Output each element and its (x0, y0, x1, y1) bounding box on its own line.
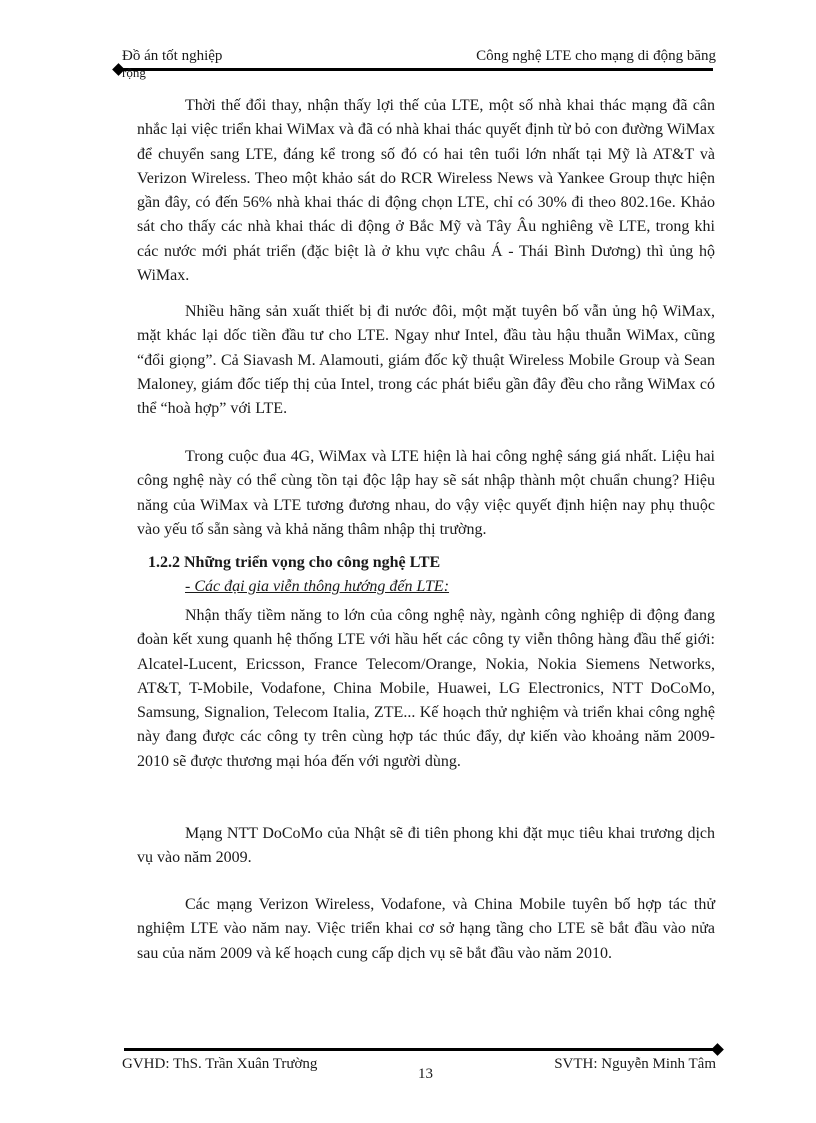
page-number: 13 (418, 1066, 433, 1082)
paragraph-4: Nhận thấy tiềm năng to lớn của công nghệ này, ngành công nghiệp di động đang đoàn kết xung quanh hệ thống LTE với hầu hết các công ty viễn thông hàng đầu thế giới: Alcatel-Lucent, Ericsson, France Telecom/Orange, Nokia, Nokia Siemens Networks, AT&T, T-Mobile, Vodafone, China Mobile, Huawei, LG Electronics, NTT DoCoMo, Samsung, Signalion, Telecom Italia, ZTE... Kế hoạch thử nghiệm và triển khai công nghệ này đang được các công ty trên cùng hợp tác thúc đẩy, dự kiến vào khoảng năm 2009-2010 sẽ được thương mại hóa đến với người dùng. (137, 607, 715, 770)
section-heading: 1.2.2 Những triển vọng cho công nghệ LTE (148, 554, 441, 571)
footer-supervisor: GVHD: ThS. Trần Xuân Trường (122, 1056, 318, 1072)
paragraph-2: Nhiều hãng sản xuất thiết bị đi nước đôi, một mặt tuyên bố vẫn ủng hộ WiMax, mặt khác lại dốc tiền đầu tư cho LTE. Ngay như Intel, đầu tàu hậu thuẫn WiMax, cũng “đổi giọng”. Cả Siavash M. Alamouti, giám đốc kỹ thuật Wireless Mobile Group và Sean Maloney, giám đốc tiếp thị của Intel, trong các phát biểu gần đây đều cho rằng WiMax có thể “hoà hợp” với LTE. (137, 303, 715, 418)
footer-student: SVTH: Nguyễn Minh Tâm (554, 1056, 716, 1072)
footer-diamond-ornament (711, 1043, 724, 1056)
header-doc-title: Đồ án tốt nghiệp (122, 48, 223, 64)
header-rule (118, 68, 713, 71)
paragraph-6: Các mạng Verizon Wireless, Vodafone, và China Mobile tuyên bố hợp tác thử nghiệm LTE vào năm nay. Việc triển khai cơ sở hạng tầng cho LTE sẽ bắt đầu vào nửa sau của năm 2009 và kế hoạch cung cấp dịch vụ sẽ bắt đầu vào năm 2010. (137, 896, 715, 962)
paragraph-1: Thời thế đổi thay, nhận thấy lợi thế của LTE, một số nhà khai thác mạng đã cân nhắc lại việc triển khai WiMax và đã có nhà khai thác quyết định từ bỏ con đường WiMax để chuyển sang LTE, đáng kể trong số đó có hai tên tuổi lớn nhất tại Mỹ là AT&T và Verizon Wireless. Theo một khảo sát do RCR Wireless News và Yankee Group thực hiện gần đây, có đến 56% nhà khai thác di động chọn LTE, chỉ có 30% đi theo 802.16e. Khảo sát cho thấy các nhà khai thác di động ở Bắc Mỹ và Tây Âu nghiêng về LTE, trong khi các nước mới phát triển (đặc biệt là ở khu vực châu Á - Thái Bình Dương) thì ủng hộ WiMax. (137, 97, 715, 285)
header-chapter-title-wrap: rộng (122, 65, 146, 80)
footer-rule (124, 1048, 718, 1051)
paragraph-5: Mạng NTT DoCoMo của Nhật sẽ đi tiên phong khi đặt mục tiêu khai trương dịch vụ vào năm 2009. (137, 825, 715, 867)
paragraph-3: Trong cuộc đua 4G, WiMax và LTE hiện là hai công nghệ sáng giá nhất. Liệu hai công nghệ này có thể cùng tồn tại độc lập hay sẽ sát nhập thành một chuẩn chung? Hiệu năng của WiMax và LTE tương đương nhau, do vậy việc quyết định hiện nay phụ thuộc vào yếu tố sẵn sàng và khả năng thâm nhập thị trường. (137, 448, 715, 538)
header-chapter-title: Công nghệ LTE cho mạng di động băng (476, 48, 716, 64)
section-subheading: - Các đại gia viễn thông hướng đến LTE: (185, 578, 450, 595)
